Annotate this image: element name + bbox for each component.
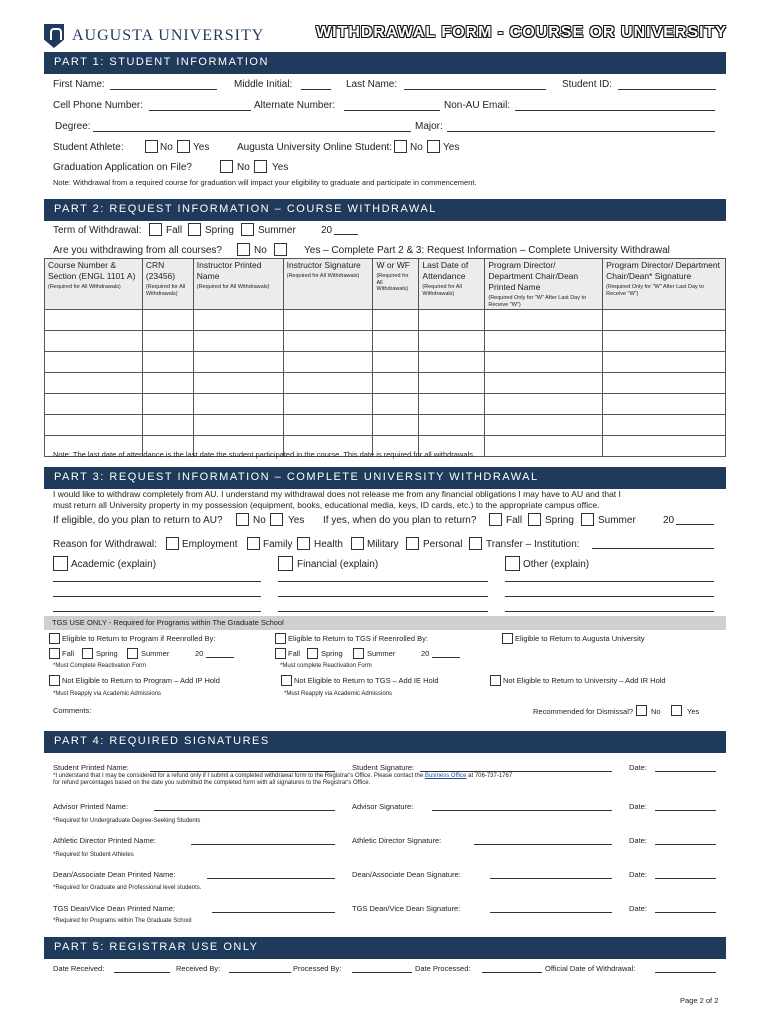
reason-other-checkbox[interactable] [505, 556, 520, 571]
reason-military-label: Military [367, 539, 399, 550]
return-yes-label: Yes [288, 515, 305, 526]
not-eligible-program-label: Not Eligible to Return to Program – Add IP Hold [62, 676, 220, 685]
eligible-program-label: Eligible to Return to Program if Reenrolled By: [62, 634, 216, 643]
cell-phone-label: Cell Phone Number: [53, 100, 144, 111]
term-label: Term of Withdrawal: [53, 225, 142, 236]
return-fall-checkbox[interactable] [489, 513, 502, 526]
term-summer-checkbox[interactable] [241, 223, 254, 236]
tgs-dean-note: *Required for Programs within The Graduate School [53, 918, 192, 924]
form-title: WITHDRAWAL FORM - COURSE OR UNIVERSITY [316, 24, 728, 41]
not-eligible-program-checkbox[interactable] [49, 675, 60, 686]
degree-field[interactable] [93, 131, 411, 132]
program-reapply-note: *Must Reapply via Academic Admissions [53, 691, 162, 697]
athlete-no-checkbox[interactable] [145, 140, 158, 153]
online-yes-checkbox[interactable] [427, 140, 440, 153]
program-year-field[interactable] [206, 657, 234, 658]
tgs-dean-signature-label: TGS Dean/Vice Dean Signature: [352, 904, 461, 913]
student-id-label: Student ID: [562, 79, 613, 90]
reason-financial-checkbox[interactable] [278, 556, 293, 571]
column-header: Course Number & Section (ENGL 1101 A) (Required for All Withdrawals) [45, 259, 143, 310]
program-summer-label: Summer [141, 649, 170, 658]
middle-initial-label: Middle Initial: [234, 79, 293, 90]
date-received-label: Date Received: [53, 964, 105, 973]
tgs-header: TGS USE ONLY - Required for Programs within The Graduate School [44, 616, 726, 630]
advisor-date-label: Date: [629, 802, 647, 811]
withdrawal-statement-line1: I would like to withdraw completely from AU. I understand my withdrawal does not release me from any financial obligations I may have to AU and that I [53, 489, 621, 499]
all-courses-question: Are you withdrawing from all courses? [53, 245, 222, 256]
return-year-field[interactable] [676, 524, 714, 525]
column-header: Instructor Printed Name (Required for All Withdrawals) [193, 259, 283, 310]
not-eligible-tgs-label: Not Eligible to Return to TGS – Add IE Hold [294, 676, 439, 685]
program-summer-checkbox[interactable] [127, 648, 138, 659]
dean-printed-label: Dean/Associate Dean Printed Name: [53, 870, 176, 879]
dismissal-yes-checkbox[interactable] [671, 705, 682, 716]
student-printed-label: Student Printed Name: [53, 763, 129, 772]
degree-label: Degree: [55, 121, 91, 132]
athlete-yes-checkbox[interactable] [177, 140, 190, 153]
tgs-spring-label: Spring [321, 649, 343, 658]
eligible-tgs-label: Eligible to Return to TGS if Reenrolled By: [288, 634, 428, 643]
dismissal-question: Recommended for Dismissal? [533, 707, 634, 716]
athletic-printed-label: Athletic Director Printed Name: [53, 836, 156, 845]
other-explain-line[interactable] [505, 581, 714, 582]
athlete-no-label: No [160, 142, 173, 153]
eligible-program-checkbox[interactable] [49, 633, 60, 644]
return-spring-label: Spring [545, 515, 574, 526]
student-signature-field[interactable] [420, 771, 612, 772]
athletic-note: *Required for Student Athletes [53, 852, 134, 858]
student-id-field[interactable] [618, 89, 716, 90]
first-name-label: First Name: [53, 79, 105, 90]
athletic-printed-field[interactable] [191, 844, 335, 845]
student-signature-label: Student Signature: [352, 763, 415, 772]
return-year-label: 20 [663, 515, 675, 526]
tgs-dean-signature-field[interactable] [490, 912, 612, 913]
tgs-dean-date-label: Date: [629, 904, 647, 913]
return-no-checkbox[interactable] [236, 513, 249, 526]
online-student-label: Augusta University Online Student: [237, 142, 393, 153]
reason-academic-label: Academic (explain) [71, 559, 157, 570]
withdrawal-statement-line2: must return all University property in my possession (equipment, books, educational media, keys, ID cards, etc.) to the appropriate campus office. [53, 500, 600, 510]
student-date-label: Date: [629, 763, 647, 772]
middle-initial-field[interactable] [301, 89, 331, 90]
table-row[interactable] [45, 415, 726, 436]
reason-transfer-checkbox[interactable] [469, 537, 482, 550]
advisor-note: *Required for Undergraduate Degree-Seeking Students [53, 818, 201, 824]
reason-employment-checkbox[interactable] [166, 537, 179, 550]
online-yes-label: Yes [443, 142, 460, 153]
part4-header: PART 4: REQUIRED SIGNATURES [44, 731, 726, 753]
tgs-year-label: 20 [421, 649, 430, 658]
all-courses-yes-label: Yes – Complete Part 2 & 3: Request Information – Complete University Withdrawal [304, 245, 670, 256]
other-explain-line[interactable] [505, 596, 714, 597]
reason-family-checkbox[interactable] [247, 537, 260, 550]
business-office-link[interactable]: Business Office [424, 773, 467, 779]
online-no-label: No [410, 142, 423, 153]
athletic-signature-field[interactable] [474, 844, 612, 845]
reason-personal-checkbox[interactable] [406, 537, 419, 550]
tgs-fall-checkbox[interactable] [275, 648, 286, 659]
received-by-field[interactable] [229, 972, 291, 973]
part2-note: Note: The last date of attendance is the last date the student participated in the course. This date is required for all withdrawals. [53, 450, 476, 459]
part1-note: Note: Withdrawal from a required course for graduation will impact your eligibility to graduate and participate in commencement. [53, 178, 477, 187]
not-eligible-au-label: Not Eligible to Return to University – Add IR Hold [503, 676, 666, 685]
logo-text: AUGUSTA UNIVERSITY [72, 27, 265, 44]
reason-other-label: Other (explain) [523, 559, 590, 570]
athletic-date-field[interactable] [655, 844, 716, 845]
term-summer-label: Summer [258, 225, 296, 236]
reason-transfer-label: Transfer – Institution: [486, 539, 580, 550]
tgs-dean-printed-label: TGS Dean/Vice Dean Printed Name: [53, 904, 176, 913]
program-spring-label: Spring [96, 649, 118, 658]
academic-explain-line[interactable] [53, 596, 261, 597]
official-date-field[interactable] [655, 972, 716, 973]
student-printed-field[interactable] [150, 771, 335, 772]
part3-header: PART 3: REQUEST INFORMATION – COMPLETE UNIVERSITY WITHDRAWAL [44, 467, 726, 489]
tgs-reapply-note: *Must Reapply via Academic Admissions [284, 691, 393, 697]
financial-explain-line[interactable] [278, 596, 488, 597]
advisor-signature-label: Advisor Signature: [352, 802, 414, 811]
table-row[interactable] [45, 310, 726, 331]
comments-label: Comments: [53, 706, 92, 715]
all-courses-no-checkbox[interactable] [237, 243, 250, 256]
column-header: Program Director/ Department Chair/Dean Printed Name (Required Only for "W" After Last Day to Receive "W") [485, 259, 603, 310]
major-field[interactable] [447, 131, 715, 132]
course-withdrawal-table [44, 258, 726, 457]
reason-family-label: Family [263, 539, 293, 550]
return-no-label: No [253, 515, 266, 526]
eligible-tgs-checkbox[interactable] [275, 633, 286, 644]
graduation-no-checkbox[interactable] [220, 160, 233, 173]
return-summer-checkbox[interactable] [581, 513, 594, 526]
refund-note: *I understand that I may be considered for a refund only if I submit a completed withdrawal form to the Registrar's Office. Please contact the Business Office at 706-737-1767 for refund percentages based on the date you submitted the completed form with all signatures to the Registrar's Office. [53, 773, 513, 786]
program-year-label: 20 [195, 649, 204, 658]
column-header: Program Director/ Department Chair/Dean* Signature (Required Only for "W" After Last Day to Receive "W") [603, 259, 726, 310]
return-spring-checkbox[interactable] [528, 513, 541, 526]
advisor-printed-label: Advisor Printed Name: [53, 802, 129, 811]
program-spring-checkbox[interactable] [82, 648, 93, 659]
reason-health-checkbox[interactable] [297, 537, 310, 550]
athlete-yes-label: Yes [193, 142, 210, 153]
athletic-date-label: Date: [629, 836, 647, 845]
financial-explain-line[interactable] [278, 611, 488, 612]
term-spring-checkbox[interactable] [188, 223, 201, 236]
return-fall-label: Fall [506, 515, 523, 526]
program-fall-label: Fall [62, 649, 75, 658]
column-header: Instructor Signature (Required for All Withdrawals) [283, 259, 373, 310]
not-eligible-au-checkbox[interactable] [490, 675, 501, 686]
table-header-row [45, 259, 726, 310]
augusta-university-logo [44, 24, 264, 48]
part1-header: PART 1: STUDENT INFORMATION [44, 52, 726, 74]
dean-date-field[interactable] [655, 878, 716, 879]
term-year-field[interactable] [334, 234, 358, 235]
dean-printed-field[interactable] [207, 878, 335, 879]
cell-phone-field[interactable] [149, 110, 251, 111]
tgs-summer-checkbox[interactable] [353, 648, 364, 659]
athletic-signature-label: Athletic Director Signature: [352, 836, 442, 845]
not-eligible-tgs-checkbox[interactable] [281, 675, 292, 686]
advisor-printed-field[interactable] [154, 810, 335, 811]
reason-employment-label: Employment [182, 539, 238, 550]
shield-icon [44, 24, 64, 48]
return-yes-checkbox[interactable] [270, 513, 283, 526]
transfer-institution-field[interactable] [592, 548, 714, 549]
student-athlete-label: Student Athlete: [53, 142, 124, 153]
tgs-dean-printed-field[interactable] [212, 912, 335, 913]
dismissal-no-checkbox[interactable] [636, 705, 647, 716]
date-processed-field[interactable] [482, 972, 542, 973]
alternate-number-label: Alternate Number: [254, 100, 336, 111]
received-by-label: Received By: [176, 964, 221, 973]
term-fall-label: Fall [166, 225, 183, 236]
date-received-field[interactable] [114, 972, 170, 973]
dean-note: *Required for Graduate and Professional level students. [53, 885, 202, 891]
advisor-date-field[interactable] [655, 810, 716, 811]
academic-explain-line[interactable] [53, 611, 261, 612]
dean-signature-label: Dean/Associate Dean Signature: [352, 870, 461, 879]
eligible-au-label: Eligible to Return to Augusta University [515, 634, 645, 643]
non-au-email-label: Non-AU Email: [444, 100, 511, 111]
financial-explain-line[interactable] [278, 581, 488, 582]
tgs-spring-checkbox[interactable] [307, 648, 318, 659]
reason-financial-label: Financial (explain) [297, 559, 379, 570]
table-row[interactable] [45, 352, 726, 373]
all-courses-yes-checkbox[interactable] [274, 243, 287, 256]
tgs-fall-label: Fall [288, 649, 301, 658]
table-row[interactable] [45, 373, 726, 394]
return-question: If eligible, do you plan to return to AU? [53, 515, 223, 526]
dean-signature-field[interactable] [490, 878, 612, 879]
part2-header: PART 2: REQUEST INFORMATION – COURSE WITHDRAWAL [44, 199, 726, 221]
program-fall-checkbox[interactable] [49, 648, 60, 659]
dismissal-no-label: No [651, 707, 661, 716]
dean-date-label: Date: [629, 870, 647, 879]
column-header: Last Date of Attendance (Required for All Withdrawals) [419, 259, 485, 310]
non-au-email-field[interactable] [515, 110, 715, 111]
first-name-field[interactable] [110, 89, 217, 90]
official-date-label: Official Date of Withdrawal: [545, 964, 636, 973]
column-header: W or WF (Required for All Withdrawals) [373, 259, 419, 310]
graduation-question: Graduation Application on File? [53, 162, 192, 173]
page-number: Page 2 of 2 [680, 996, 719, 1005]
all-courses-no-label: No [254, 245, 267, 256]
graduation-yes-checkbox[interactable] [254, 160, 267, 173]
eligible-au-checkbox[interactable] [502, 633, 513, 644]
tgs-reactivation-note: *Must complete Reactivation Form [280, 663, 372, 669]
last-name-field[interactable] [404, 89, 546, 90]
processed-by-label: Processed By: [293, 964, 342, 973]
tgs-year-field[interactable] [432, 657, 460, 658]
term-spring-label: Spring [205, 225, 234, 236]
table-row[interactable] [45, 394, 726, 415]
dismissal-yes-label: Yes [687, 707, 700, 716]
reason-military-checkbox[interactable] [351, 537, 364, 550]
term-fall-checkbox[interactable] [149, 223, 162, 236]
major-label: Major: [415, 121, 443, 132]
reason-health-label: Health [314, 539, 343, 550]
tgs-summer-label: Summer [367, 649, 396, 658]
online-no-checkbox[interactable] [394, 140, 407, 153]
term-year-label: 20 [321, 225, 333, 236]
student-date-field[interactable] [655, 771, 716, 772]
reason-academic-checkbox[interactable] [53, 556, 68, 571]
processed-by-field[interactable] [352, 972, 412, 973]
table-row[interactable] [45, 331, 726, 352]
other-explain-line[interactable] [505, 611, 714, 612]
academic-explain-line[interactable] [53, 581, 261, 582]
return-when-question: If yes, when do you plan to return? [323, 515, 477, 526]
column-header: CRN (23456) (Required for All Withdrawals) [142, 259, 193, 310]
reason-label: Reason for Withdrawal: [53, 539, 157, 550]
date-processed-label: Date Processed: [415, 964, 471, 973]
last-name-label: Last Name: [346, 79, 398, 90]
alternate-number-field[interactable] [344, 110, 440, 111]
program-reactivation-note: *Must Complete Reactivation Form [53, 663, 147, 669]
part5-header: PART 5: REGISTRAR USE ONLY [44, 937, 726, 959]
tgs-dean-date-field[interactable] [655, 912, 716, 913]
return-summer-label: Summer [598, 515, 636, 526]
graduation-yes-label: Yes [272, 162, 289, 173]
advisor-signature-field[interactable] [432, 810, 612, 811]
reason-personal-label: Personal [423, 539, 463, 550]
graduation-no-label: No [237, 162, 250, 173]
